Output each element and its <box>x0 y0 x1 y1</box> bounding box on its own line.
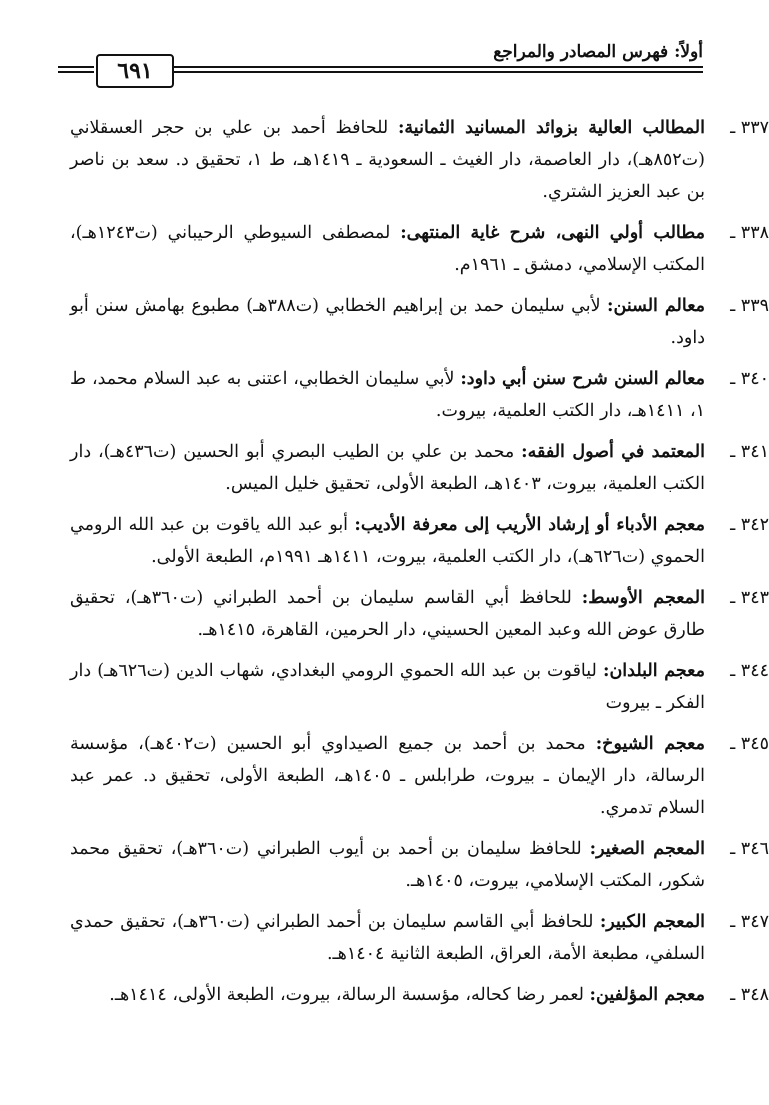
bibliography-entry <box>70 290 769 354</box>
entry-number: ٣٤٦ ـ <box>730 839 769 859</box>
entry-title: معجم المؤلفين: <box>589 985 705 1005</box>
entry-number: ٣٤٣ ـ <box>730 588 769 608</box>
bibliography-entry <box>70 655 769 719</box>
page-header <box>58 42 703 94</box>
entry-number: ٣٤١ ـ <box>730 442 769 462</box>
bibliography-entry <box>70 436 769 500</box>
bibliography-entry <box>70 509 769 573</box>
entry-number: ٣٤٠ ـ <box>730 369 769 389</box>
bibliography-entry <box>70 217 769 281</box>
entry-title: المطالب العالية بزوائد المسانيد الثمانية: <box>397 118 705 138</box>
entry-text: لعمر رضا كحاله، مؤسسة الرسالة، بيروت، الطبعة الأولى، ١٤١٤هـ. <box>109 985 590 1005</box>
bibliography-entry <box>70 833 769 897</box>
entry-title: معجم البلدان: <box>602 661 705 681</box>
entry-text: للحافظ أبي القاسم سليمان بن أحمد الطبراني (ت٣٦٠هـ)، تحقيق حمدي السلفي، مطبعة الأمة، العراق، الطبعة الثانية ١٤٠٤هـ. <box>70 912 705 964</box>
entry-number: ٣٣٧ ـ <box>730 118 769 138</box>
bibliography-list <box>70 112 769 1020</box>
entry-number: ٣٤٤ ـ <box>730 661 769 681</box>
entry-text: للحافظ أبي القاسم سليمان بن أحمد الطبراني (ت٣٦٠هـ)، تحقيق طارق عوض الله وعبد المعين الحسيني، دار الحرمين، القاهرة، ١٤١٥هـ. <box>70 588 705 640</box>
page-number: ٦٩١ <box>96 54 174 88</box>
entry-title: المعتمد في أصول الفقه: <box>521 442 705 462</box>
entry-text: لمصطفى السيوطي الرحيباني (ت١٢٤٣هـ)، المكتب الإسلامي، دمشق ـ ١٩٦١م. <box>70 223 705 275</box>
entry-number: ٣٤٨ ـ <box>730 985 769 1005</box>
entry-text: لياقوت بن عبد الله الحموي الرومي البغدادي، شهاب الدين (ت٦٢٦هـ) دار الفكر ـ بيروت <box>70 661 705 713</box>
entry-text: أبو عبد الله ياقوت بن عبد الله الرومي الحموي (ت٦٢٦هـ)، دار الكتب العلمية، بيروت، ١٤١١هـ ١٩٩١م، الطبعة الأولى. <box>70 515 705 567</box>
entry-text: لأبي سليمان الخطابي، اعتنى به عبد السلام محمد، ط ١، ١٤١١هـ، دار الكتب العلمية، بيروت. <box>70 369 705 421</box>
entry-title: المعجم الكبير: <box>599 912 706 932</box>
entry-title: معالم السنن: <box>607 296 706 316</box>
header-rule-right <box>172 66 703 73</box>
entry-number: ٣٣٨ ـ <box>730 223 769 243</box>
entry-title: المعجم الأوسط: <box>581 588 705 608</box>
entry-number: ٣٤٧ ـ <box>730 912 769 932</box>
entry-number: ٣٤٢ ـ <box>730 515 769 535</box>
bibliography-entry <box>70 906 769 970</box>
entry-title: معالم السنن شرح سنن أبي داود: <box>460 369 705 389</box>
bibliography-entry <box>70 582 769 646</box>
entry-text: محمد بن علي بن الطيب البصري أبو الحسين (ت٤٣٦هـ)، دار الكتب العلمية، بيروت، ١٤٠٣هـ، الطبعة الأولى، تحقيق خليل الميس. <box>70 442 705 494</box>
entry-number: ٣٣٩ ـ <box>730 296 769 316</box>
entry-text: للحافظ سليمان بن أحمد بن أيوب الطبراني (ت٣٦٠هـ)، تحقيق محمد شكور، المكتب الإسلامي، بيروت، ١٤٠٥هـ. <box>70 839 705 891</box>
header-rule-left <box>58 66 94 73</box>
entry-title: المعجم الصغير: <box>589 839 705 859</box>
entry-title: معجم الأدباء أو إرشاد الأريب إلى معرفة الأديب: <box>354 515 706 535</box>
bibliography-entry <box>70 728 769 824</box>
bibliography-entry <box>70 363 769 427</box>
bibliography-entry <box>70 979 769 1011</box>
page-title: أولاً: فهرس المصادر والمراجع <box>485 42 703 62</box>
entry-text: للحافظ أحمد بن علي بن حجر العسقلاني (ت٨٥٢هـ)، دار العاصمة، دار الغيث ـ السعودية ـ ١٤١٩هـ، ط ١، تحقيق د. سعد بن ناصر بن عبد العزيز الشتري. <box>70 118 705 202</box>
entry-number: ٣٤٥ ـ <box>730 734 769 754</box>
entry-title: معجم الشيوخ: <box>595 734 705 754</box>
entry-title: مطالب أولي النهى، شرح غاية المنتهى: <box>400 223 705 243</box>
entry-text: لأبي سليمان حمد بن إبراهيم الخطابي (ت٣٨٨هـ) مطبوع بهامش سنن أبو داود. <box>70 296 705 348</box>
bibliography-entry <box>70 112 769 208</box>
entry-text: محمد بن أحمد بن جميع الصيداوي أبو الحسين (ت٤٠٢هـ)، مؤسسة الرسالة، دار الإيمان ـ بيروت، طرابلس ـ ١٤٠٥هـ، الطبعة الأولى، تحقيق د. عمر عبد السلام تدمري. <box>70 734 705 818</box>
